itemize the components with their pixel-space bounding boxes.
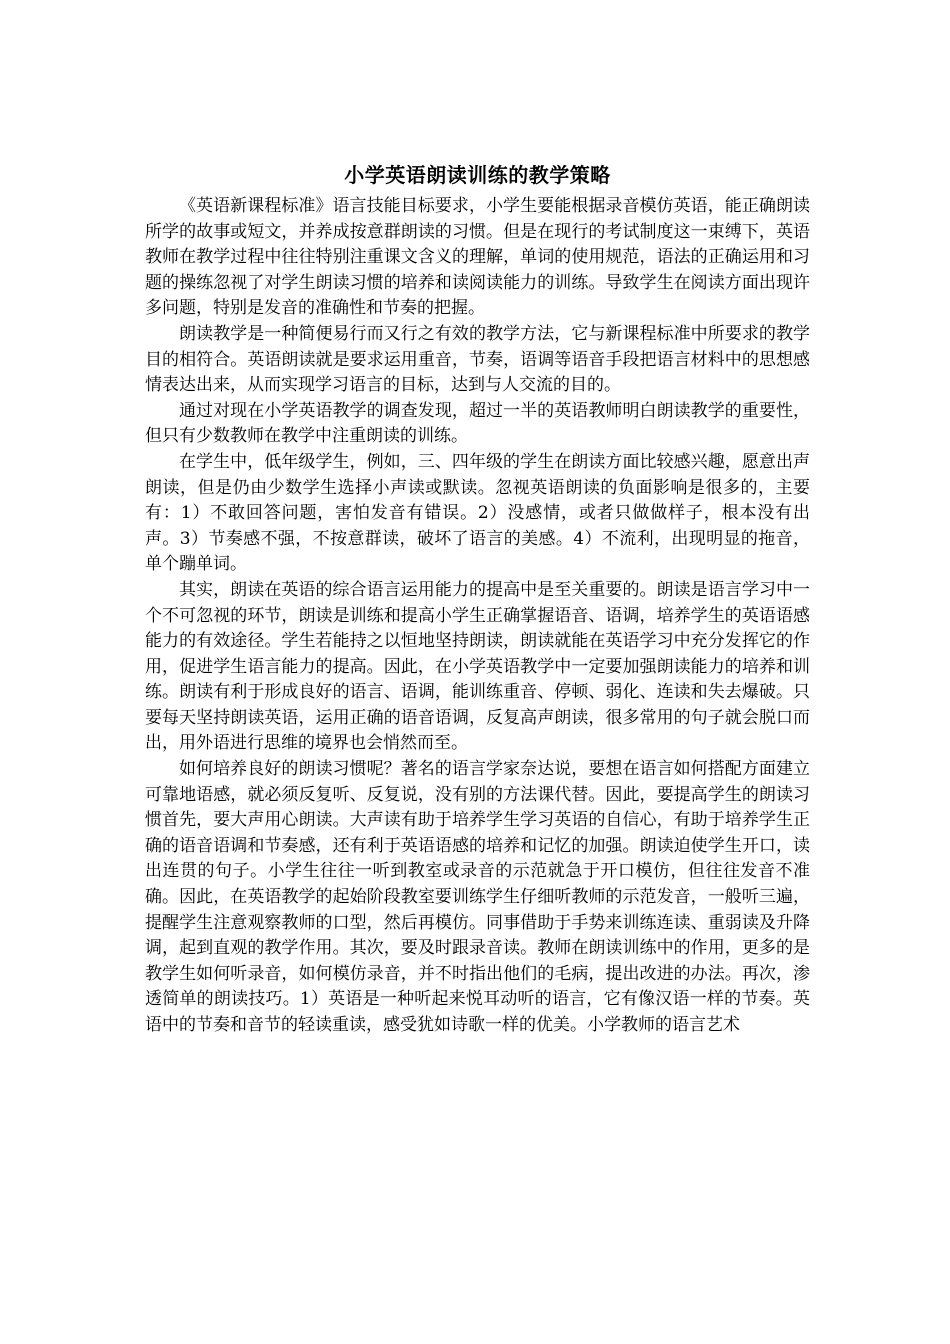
document-body [145, 158, 810, 1039]
paragraph-5: 其实，朗读在英语的综合语言运用能力的提高中是至关重要的。朗读是语言学习中一个不可忽视的环节，朗读是训练和提高小学生正确掌握语音、语调，培养学生的英语语感能力的有效途径。学生若能持之以恒地坚持朗读，朗读就能在英语学习中充分发挥它的作用，促进学生语言能力的提高。因此，在小学英语教学中一定要加强朗读能力的培养和训练。朗读有利于形成良好的语言、语调，能训练重音、停顿、弱化、连读和失去爆破。只要每天坚持朗读英语，运用正确的语音语调，反复高声朗读，很多常用的句子就会脱口而出，用外语进行思维的境界也会悄然而至。 [145, 579, 810, 754]
document-title: 小学英语朗读训练的教学策略 [344, 163, 611, 187]
paragraph-2: 朗读教学是一种简便易行而又行之有效的教学方法，它与新课程标准中所要求的教学目的相符合。英语朗读就是要求运用重音，节奏，语调等语音手段把语言材料中的思想感情表达出来，从而实现学习语言的目标，达到与人交流的目的。 [145, 323, 810, 396]
paragraph-3: 通过对现在小学英语教学的调查发现，超过一半的英语教师明白朗读教学的重要性，但只有少数教师在教学中注重朗读的训练。 [145, 400, 810, 447]
paragraph-4: 在学生中，低年级学生，例如，三、四年级的学生在朗读方面比较感兴趣，愿意出声朗读，但是仍由少数学生选择小声读或默读。忽视英语朗读的负面影响是很多的，主要有：1）不敢回答问题，害怕发音有错误。2）没感情，或者只做做样子，根本没有出声。3）节奏感不强，不按意群读，破坏了语言的美感。4）不流利，出现明显的拖音，单个蹦单词。 [145, 451, 810, 575]
paragraph-1: 《英语新课程标准》语言技能目标要求，小学生要能根据录音模仿英语，能正确朗读所学的故事或短文，并养成按意群朗读的习惯。但是在现行的考试制度这一束缚下，英语教师在教学过程中往往特别注重课文含义的理解，单词的使用规范，语法的正确运用和习题的操练忽视了对学生朗读习惯的培养和读阅读能力的训练。导致学生在阅读方面出现许多问题，特别是发音的准确性和节奏的把握。 [145, 196, 810, 319]
paragraph-6: 如何培养良好的朗读习惯呢？著名的语言学家奈达说，要想在语言如何搭配方面建立可靠地语感，就必须反复听、反复说，没有别的方法课代替。因此，要提高学生的朗读习惯首先，要大声用心朗读。大声读有助于培养学生学习英语的自信心，有助于培养学生正确的语音语调和节奏感，还有利于英语语感的培养和记忆的加强。朗读迫使学生开口，读出连贯的句子。小学生往往一听到教室或录音的示范就急于开口模仿，但往往发音不准确。因此，在英语教学的起始阶段教室要训练学生仔细听教师的示范发音，一般听三遍，提醒学生注意观察教师的口型，然后再模仿。同事借助于手势来训练连读、重弱读及升降调，起到直观的教学作用。其次，要及时跟录音读。教师在朗读训练中的作用，更多的是教学生如何听录音，如何模仿录音，并不时指出他们的毛病，提出改进的办法。再次，渗透简单的朗读技巧。1）英语是一种听起来悦耳动听的语言，它有像汉语一样的节奏。英语中的节奏和音节的轻读重读，感受犹如诗歌一样的优美。小学教师的语言艺术 [145, 759, 810, 1035]
